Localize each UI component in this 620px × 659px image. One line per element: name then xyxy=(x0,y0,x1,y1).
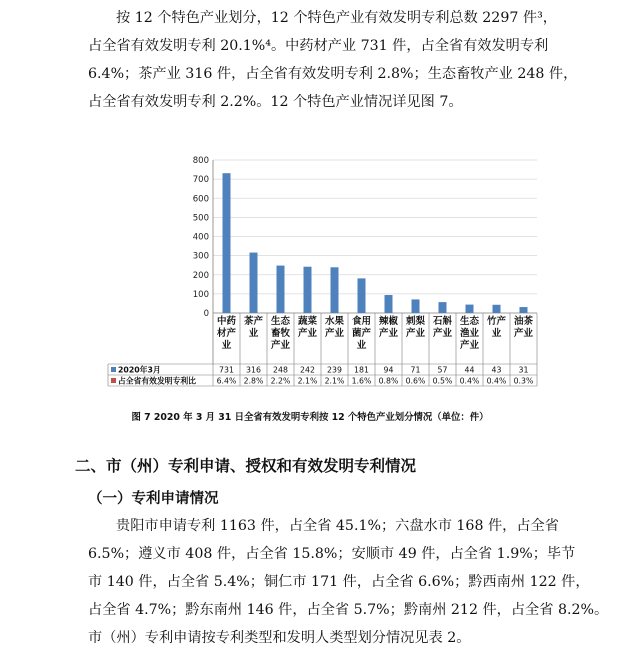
y-tick-label: 0 xyxy=(203,309,209,319)
bar xyxy=(466,305,474,313)
x-tick-label: 食用 xyxy=(351,316,372,327)
bar xyxy=(385,295,393,313)
paragraph-line: 占全省 4.7%；黔东南州 146 件，占全省 5.7%；黔南州 212 件，占全省 8.2%。 xyxy=(88,602,609,618)
x-tick-label: 石斛 xyxy=(432,316,453,327)
paragraph-line: 6.5%；遵义市 408 件，占全省 15.8%；安顺市 49 件，占全省 1.9%；毕节 xyxy=(88,546,576,562)
y-tick-label: 600 xyxy=(192,194,209,205)
table-cell-value: 0.4% xyxy=(486,376,507,386)
figure-caption: 图 7 2020 年 3 月 31 日全省有效发明专利按 12 个特色产业划分情况（单位：件） xyxy=(131,412,489,423)
x-tick-label: 蔬菜 xyxy=(297,316,318,327)
x-tick-label: 中药 xyxy=(216,316,237,327)
x-tick-label: 产业 xyxy=(432,328,453,339)
bar xyxy=(358,278,366,313)
x-tick-label: 渔业 xyxy=(459,328,480,339)
x-tick-label: 产业 xyxy=(324,328,345,339)
x-tick-label: 业 xyxy=(248,328,259,339)
table-cell-value: 2.8% xyxy=(243,376,264,386)
table-row-label: 占全省有效发明专利比 xyxy=(118,376,196,386)
x-tick-label: 茶产 xyxy=(243,316,264,327)
legend-key-bar xyxy=(111,367,116,372)
y-tick-label: 700 xyxy=(192,175,209,186)
x-tick-label: 油茶 xyxy=(513,316,534,327)
table-cell-value: 2.2% xyxy=(270,376,291,386)
table-cell-value: 0.8% xyxy=(378,376,399,386)
table-row-label: 2020年3月 xyxy=(118,365,161,375)
x-tick-label: 材产 xyxy=(216,328,237,339)
table-cell-value: 94 xyxy=(383,365,394,375)
table-cell-value: 239 xyxy=(327,365,342,375)
x-tick-label: 产业 xyxy=(270,340,291,351)
x-tick-label: 菌产 xyxy=(351,328,372,339)
paragraph-line: 市 140 件，占全省 5.4%；铜仁市 171 件，占全省 6.6%；黔西南州 122 件， xyxy=(88,574,590,590)
table-cell-value: 0.5% xyxy=(432,376,453,386)
x-tick-label: 业 xyxy=(221,340,232,351)
table-cell-value: 731 xyxy=(219,365,234,375)
bar xyxy=(520,307,528,313)
table-cell-value: 0.3% xyxy=(513,376,534,386)
bar xyxy=(331,267,339,313)
y-tick-label: 800 xyxy=(192,156,209,166)
x-tick-label: 生态 xyxy=(459,316,480,327)
x-tick-label: 产业 xyxy=(378,328,399,339)
bar xyxy=(439,302,447,313)
table-cell-value: 6.4% xyxy=(216,376,237,386)
bar xyxy=(277,266,285,313)
table-cell-value: 1.6% xyxy=(351,376,372,386)
x-tick-label: 业 xyxy=(491,328,502,339)
x-tick-label: 产业 xyxy=(297,328,318,339)
y-tick-label: 200 xyxy=(192,270,209,281)
x-tick-label: 生态 xyxy=(270,316,291,327)
y-tick-label: 300 xyxy=(192,251,209,262)
table-cell-value: 181 xyxy=(354,365,369,375)
paragraph-line: 占全省有效发明专利 2.2%。12 个特色产业情况详见图 7。 xyxy=(88,94,463,110)
table-cell-value: 248 xyxy=(273,365,288,375)
x-tick-label: 竹产 xyxy=(486,316,507,327)
x-tick-label: 辣椒 xyxy=(378,316,399,327)
table-cell-value: 316 xyxy=(246,365,261,375)
paragraph-line: 贵阳市申请专利 1163 件，占全省 45.1%；六盘水市 168 件，占全省 xyxy=(116,518,559,534)
table-cell-value: 71 xyxy=(410,365,421,375)
y-tick-label: 500 xyxy=(192,213,209,224)
x-tick-label: 产业 xyxy=(513,328,534,339)
paragraph-line: 按 12 个特色产业划分，12 个特色产业有效发明专利总数 2297 件³， xyxy=(116,10,557,26)
x-tick-label: 产业 xyxy=(405,328,426,339)
paragraph-line: 市（州）专利申请按专利类型和发明人类型划分情况见表 2。 xyxy=(88,630,471,646)
applications-paragraph xyxy=(88,512,609,652)
bar xyxy=(304,267,312,313)
table-cell-value: 57 xyxy=(437,365,448,375)
table-cell-value: 0.6% xyxy=(405,376,426,386)
table-cell-value: 2.1% xyxy=(297,376,318,386)
x-tick-label: 产业 xyxy=(459,340,480,351)
y-tick-label: 400 xyxy=(192,232,209,243)
x-tick-label: 畜牧 xyxy=(270,328,291,339)
bar xyxy=(250,253,258,313)
paragraph-line: 6.4%；茶产业 316 件，占全省有效发明专利 2.8%；生态畜牧产业 248 件， xyxy=(88,66,578,82)
bar xyxy=(493,305,501,313)
table-cell-value: 2.1% xyxy=(324,376,345,386)
table-cell-value: 43 xyxy=(491,365,502,375)
x-tick-label: 刺梨 xyxy=(405,316,426,327)
table-cell-value: 44 xyxy=(464,365,475,375)
bar xyxy=(412,299,420,313)
paragraph-line: 占全省有效发明专利 20.1%⁴。中药材产业 731 件，占全省有效发明专利 xyxy=(88,38,549,54)
legend-key-pct xyxy=(111,378,116,383)
table-cell-value: 242 xyxy=(300,365,315,375)
y-tick-label: 100 xyxy=(192,289,209,300)
table-cell-value: 31 xyxy=(518,365,529,375)
table-cell-value: 0.4% xyxy=(459,376,480,386)
bar xyxy=(223,173,231,313)
subsection-heading: （一）专利申请情况 xyxy=(88,491,219,507)
section-heading: 二、市（州）专利申请、授权和有效发明专利情况 xyxy=(75,457,417,475)
x-tick-label: 业 xyxy=(356,340,367,351)
x-tick-label: 水果 xyxy=(324,316,345,327)
